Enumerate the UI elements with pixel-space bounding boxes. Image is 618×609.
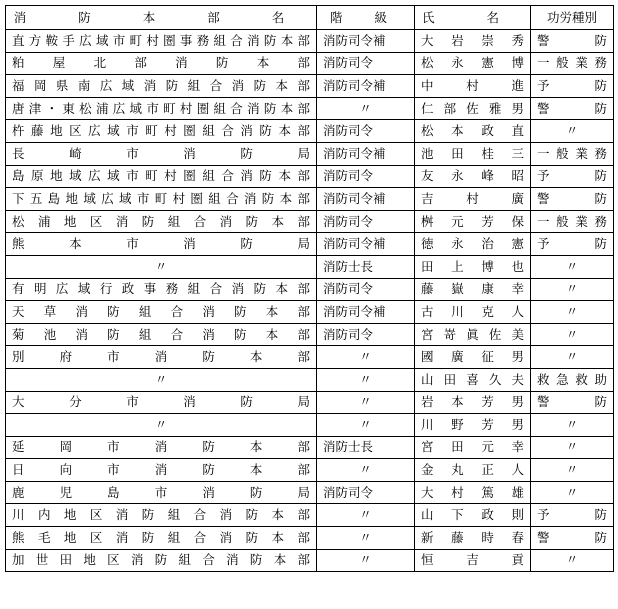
table-row (6, 120, 614, 143)
name-cell: 藤嶽康幸 (415, 278, 531, 301)
award-type-cell: 警防 (531, 527, 614, 550)
award-type-cell: 一般業務 (531, 210, 614, 233)
rank-cell: 消防司令 (317, 120, 415, 143)
name-cell: 山田喜久夫 (415, 368, 531, 391)
award-type-cell: 〃 (531, 414, 614, 437)
name-cell: 恒吉貢 (415, 549, 531, 572)
table-row (6, 97, 614, 120)
award-type-cell: 一般業務 (531, 52, 614, 75)
name-cell: 桝元芳保 (415, 210, 531, 233)
table-row (6, 233, 614, 256)
header-name: 氏 名 (415, 6, 531, 30)
name-cell: 徳永治憲 (415, 233, 531, 256)
department-cell: 福岡県南広域消防組合消防本部 (6, 75, 317, 98)
award-type-cell: 〃 (531, 323, 614, 346)
award-type-cell: 警防 (531, 188, 614, 211)
header-row (6, 6, 614, 30)
department-cell: 延岡市消防本部 (6, 436, 317, 459)
table-row (6, 549, 614, 572)
rank-cell: 〃 (317, 391, 415, 414)
rank-cell: 消防司令補 (317, 301, 415, 324)
table-row (6, 436, 614, 459)
rank-cell: 〃 (317, 414, 415, 437)
department-cell: 熊本市消防局 (6, 233, 317, 256)
department-cell: 川内地区消防組合消防本部 (6, 504, 317, 527)
award-type-cell: 〃 (531, 278, 614, 301)
table-row (6, 459, 614, 482)
rank-cell: 〃 (317, 504, 415, 527)
table-row (6, 255, 614, 278)
award-type-cell: 〃 (531, 301, 614, 324)
rank-cell: 消防司令補 (317, 233, 415, 256)
department-cell: 日向市消防本部 (6, 459, 317, 482)
name-cell: 山下政則 (415, 504, 531, 527)
award-type-cell: 警防 (531, 97, 614, 120)
name-cell: 岩本芳男 (415, 391, 531, 414)
rank-cell: 〃 (317, 549, 415, 572)
rank-cell: 消防司令 (317, 52, 415, 75)
department-cell: 島原地域広域市町村圏組合消防本部 (6, 165, 317, 188)
department-cell: 直方鞍手広域市町村圏事務組合消防本部 (6, 30, 317, 53)
award-type-cell: 警防 (531, 391, 614, 414)
award-type-cell: 予防 (531, 75, 614, 98)
name-cell: 吉村廣 (415, 188, 531, 211)
header-type: 功労種別 (531, 6, 614, 30)
table-row (6, 527, 614, 550)
department-cell: 別府市消防本部 (6, 346, 317, 369)
department-cell: 加世田地区消防組合消防本部 (6, 549, 317, 572)
header-rank: 階 級 (317, 6, 415, 30)
rank-cell: 消防司令補 (317, 30, 415, 53)
table-row (6, 301, 614, 324)
department-cell: 長崎市消防局 (6, 142, 317, 165)
name-cell: 金丸正人 (415, 459, 531, 482)
rank-cell: 消防司令補 (317, 75, 415, 98)
rank-cell: 消防士長 (317, 436, 415, 459)
name-cell: 松永憲博 (415, 52, 531, 75)
department-cell: 鹿児島市消防局 (6, 481, 317, 504)
department-cell: 〃 (6, 368, 317, 391)
rank-cell: 〃 (317, 459, 415, 482)
department-cell: 唐津・東松浦広域市町村圏組合消防本部 (6, 97, 317, 120)
department-cell: 松浦地区消防組合消防本部 (6, 210, 317, 233)
name-cell: 宮嵜眞佐美 (415, 323, 531, 346)
name-cell: 新藤時春 (415, 527, 531, 550)
rank-cell: 消防司令 (317, 481, 415, 504)
name-cell: 中村進 (415, 75, 531, 98)
department-cell: 菊池消防組合消防本部 (6, 323, 317, 346)
rank-cell: 消防司令 (317, 165, 415, 188)
department-cell: 天草消防組合消防本部 (6, 301, 317, 324)
table-row (6, 481, 614, 504)
name-cell: 松本政直 (415, 120, 531, 143)
award-type-cell: 予防 (531, 165, 614, 188)
award-type-cell: 〃 (531, 255, 614, 278)
table-row (6, 30, 614, 53)
name-cell: 川野芳男 (415, 414, 531, 437)
award-type-cell: 予防 (531, 233, 614, 256)
rank-cell: 消防司令補 (317, 142, 415, 165)
department-cell: 〃 (6, 255, 317, 278)
award-type-cell: 〃 (531, 549, 614, 572)
rank-cell: 消防士長 (317, 255, 415, 278)
table-row (6, 165, 614, 188)
award-type-cell: 〃 (531, 459, 614, 482)
department-cell: 下五島地域広域市町村圏組合消防本部 (6, 188, 317, 211)
award-type-cell: 〃 (531, 436, 614, 459)
table-row (6, 346, 614, 369)
name-cell: 大村篤雄 (415, 481, 531, 504)
table-row (6, 278, 614, 301)
rank-cell: 〃 (317, 346, 415, 369)
table-row (6, 142, 614, 165)
header-dept: 消 防 本 部 名 (6, 6, 317, 30)
award-type-cell: 〃 (531, 120, 614, 143)
award-type-cell: 〃 (531, 346, 614, 369)
rank-cell: 消防司令 (317, 278, 415, 301)
rank-cell: 〃 (317, 527, 415, 550)
department-cell: 熊毛地区消防組合消防本部 (6, 527, 317, 550)
department-cell: 〃 (6, 414, 317, 437)
award-type-cell: 〃 (531, 481, 614, 504)
table-row (6, 75, 614, 98)
rank-cell: 〃 (317, 97, 415, 120)
department-cell: 粕屋北部消防本部 (6, 52, 317, 75)
name-cell: 池田桂三 (415, 142, 531, 165)
table-row (6, 391, 614, 414)
rank-cell: 〃 (317, 368, 415, 391)
table-row (6, 52, 614, 75)
department-cell: 有明広域行政事務組合消防本部 (6, 278, 317, 301)
department-cell: 大分市消防局 (6, 391, 317, 414)
table-row (6, 210, 614, 233)
name-cell: 國廣征男 (415, 346, 531, 369)
name-cell: 大岩崇秀 (415, 30, 531, 53)
rank-cell: 消防司令 (317, 323, 415, 346)
department-cell: 杵藤地区広域市町村圏組合消防本部 (6, 120, 317, 143)
honor-table (5, 5, 614, 572)
table-row (6, 323, 614, 346)
award-type-cell: 警防 (531, 30, 614, 53)
table-row (6, 414, 614, 437)
name-cell: 田上博也 (415, 255, 531, 278)
name-cell: 仁部佐雅男 (415, 97, 531, 120)
name-cell: 友永峰昭 (415, 165, 531, 188)
table-row (6, 504, 614, 527)
award-type-cell: 予防 (531, 504, 614, 527)
rank-cell: 消防司令 (317, 210, 415, 233)
award-type-cell: 救急救助 (531, 368, 614, 391)
award-type-cell: 一般業務 (531, 142, 614, 165)
table-row (6, 188, 614, 211)
table-row (6, 368, 614, 391)
name-cell: 古川克人 (415, 301, 531, 324)
rank-cell: 消防司令補 (317, 188, 415, 211)
name-cell: 宮田元幸 (415, 436, 531, 459)
